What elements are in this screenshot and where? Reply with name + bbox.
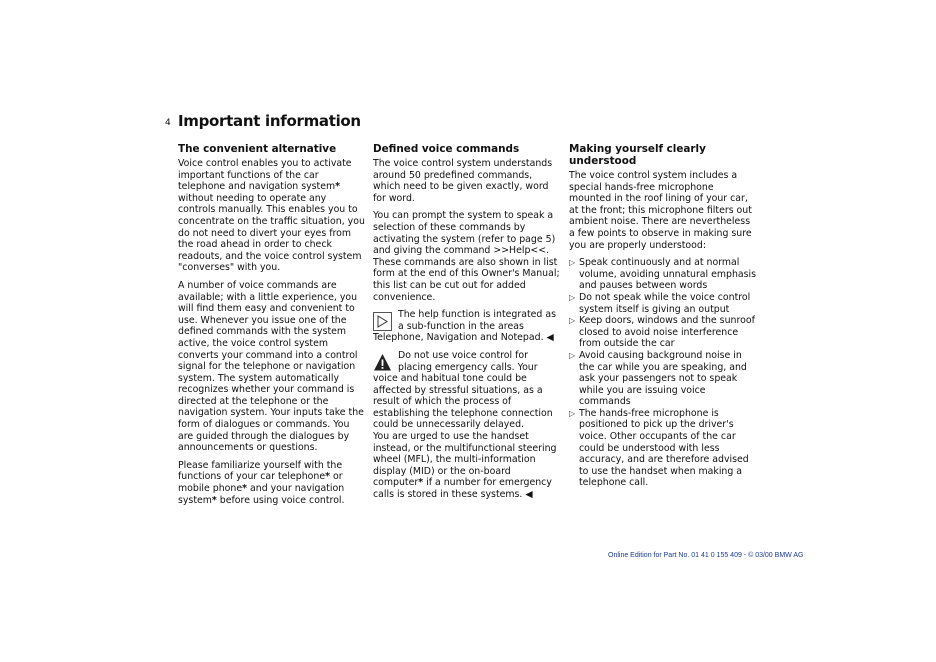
- section-heading: Making yourself clearly understood: [569, 143, 706, 167]
- list-item: ▷ Avoid causing background noise in the car while you are speaking, and ask your passengers not to speak while you are issuing voice commands: [569, 349, 747, 408]
- paragraph: The voice control system understands around 50 predefined commands, which need to be given exactly, word for word.: [373, 158, 553, 204]
- paragraph: Please familiarize yourself with the functions of your car telephone* or mobile phone* and your navigation system* before using voice control.: [178, 459, 345, 506]
- bullet-triangle-icon: ▷: [569, 292, 576, 302]
- paragraph: Voice control enables you to activate important functions of the car telephone and navigation system* without needing to operate any controls manually. This enables you to concentrate on the traffic situation, you do not need to divert your eyes from the road ahead in order to check readouts, and the voice control system "converses" with you.: [178, 158, 365, 274]
- paragraph: The voice control system includes a special hands-free microphone mounted in the roof lining of your car, at the front; this microphone filters out ambient noise. There are nevertheless a few points to observe in making sure you are properly understood:: [569, 170, 752, 251]
- warning-icon: [373, 353, 392, 372]
- list-item: ▷ Do not speak while the voice control system itself is giving an output: [569, 291, 751, 315]
- footer-edition-note: Online Edition for Part No. 01 41 0 155 409 - © 03/00 BMW AG: [608, 552, 804, 559]
- tips-list: [569, 257, 757, 489]
- column-making-yourself-understood: [569, 143, 757, 489]
- asterisk-mark: *: [335, 181, 341, 193]
- end-mark-icon: ◀: [543, 332, 554, 344]
- warning-note: Do not use voice control for placing emergency calls. Your voice and habitual tone could be affected by stressful situations, as a result of which the process of establishing the telephone connection could be unnecessarily delayed. You are urged to use the handset instead, or the multifunctional steering wheel (MFL), the multi-information display (MID) or the on-board computer* if a number for emergency calls is stored in these systems. ◀: [373, 349, 557, 501]
- list-item: ▷ Speak continuously and at normal volume, avoiding unnatural emphasis and pauses between words: [569, 257, 757, 292]
- bullet-triangle-icon: ▷: [569, 408, 576, 418]
- column-defined-voice-commands: [373, 143, 561, 507]
- section-heading: Defined voice commands: [373, 143, 520, 155]
- list-item: ▷ The hands-free microphone is positioned to pick up the driver's voice. Other occupants of the car could be understood with less accuracy, and are therefore advised to use the handset when making a telephone call.: [569, 407, 749, 489]
- end-mark-icon: ◀: [522, 489, 533, 501]
- bullet-triangle-icon: ▷: [569, 316, 576, 326]
- help-triangle-icon: [373, 312, 392, 331]
- section-heading: The convenient alternative: [178, 143, 337, 155]
- bullet-triangle-icon: ▷: [569, 258, 576, 268]
- column-convenient-alternative: [178, 143, 366, 512]
- paragraph: A number of voice commands are available; with a little experience, you will find them easy and convenient to use. Whenever you issue one of the defined commands with the system active, the voice control system converts your command into a control signal for the telephone or navigation system. The system automatically recognizes whether your command is directed at the telephone or the navigation system. Your inputs take the form of dialogues or commands. You are guided through the dialogues by announcements or questions.: [178, 279, 364, 454]
- page-number: 4: [165, 118, 171, 128]
- bullet-triangle-icon: ▷: [569, 350, 576, 360]
- help-note: The help function is integrated as a sub-function in the areas Telephone, Navigation and Notepad. ◀: [373, 309, 556, 344]
- paragraph: You can prompt the system to speak a selection of these commands by activating the system (refer to page 5) and giving the command >>Help<<. These commands are also shown in list form at the end of this Owner's Manual; this list can be cut out for added convenience.: [373, 210, 560, 303]
- list-item: ▷ Keep doors, windows and the sunroof closed to avoid noise interference from outside the car: [569, 315, 755, 350]
- page-title: Important information: [178, 112, 361, 130]
